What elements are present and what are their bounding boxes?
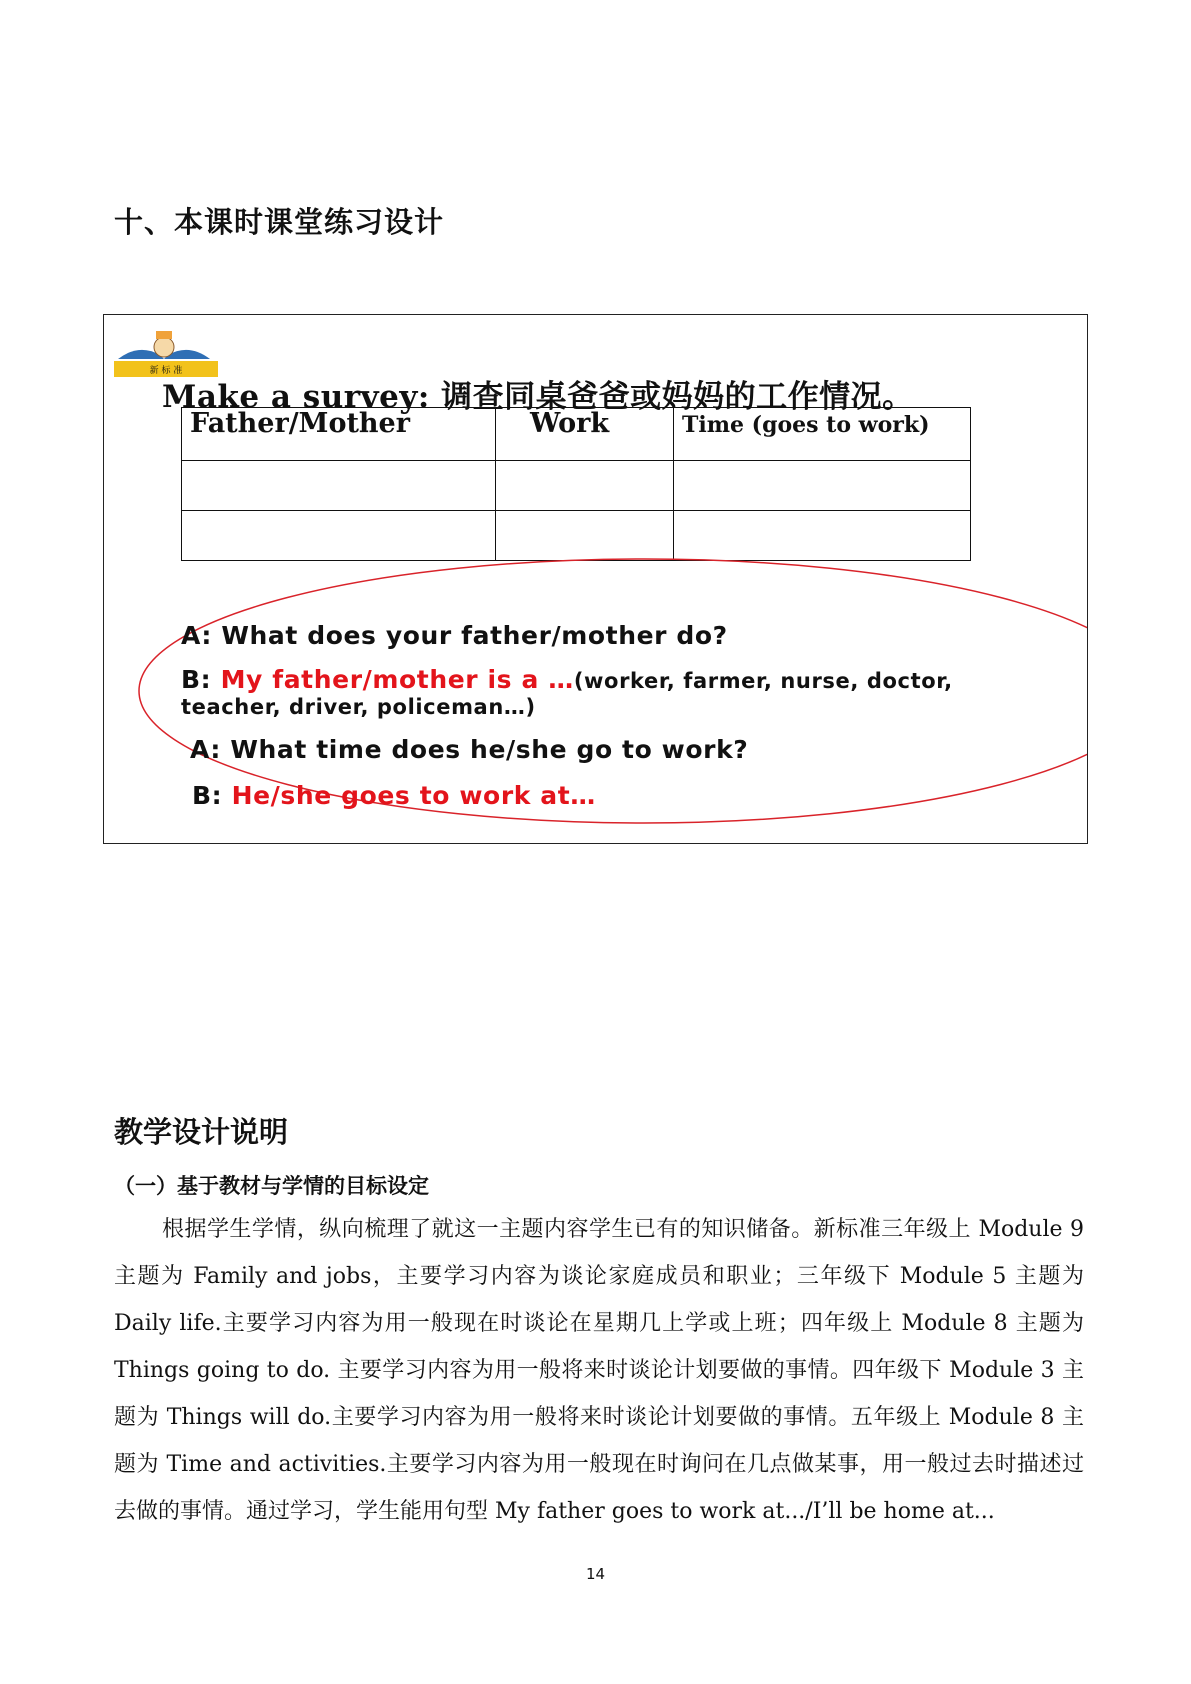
page-number: 14	[585, 1565, 606, 1583]
dialogue-line-continued: teacher, driver, policeman…)	[181, 695, 536, 719]
logo-text: 新 标 准	[149, 366, 183, 376]
dialogue-oval	[104, 315, 1088, 844]
section-subtitle: （一）基于教材与学情的目标设定	[114, 1174, 429, 1198]
dialogue-line: A: What does your father/mother do?	[181, 621, 728, 650]
highlight-text: My father/mother is a …	[220, 665, 574, 694]
section-heading: 十、本课时课堂练习设计	[114, 205, 445, 239]
dialogue-line	[181, 665, 953, 694]
table-header: Time (goes to work)	[674, 408, 971, 461]
dialogue-line	[192, 781, 596, 810]
options-text: (worker, farmer, nurse, doctor,	[573, 669, 953, 693]
speaker-label: B:	[192, 781, 232, 810]
body-paragraph: 根据学生学情，纵向梳理了就这一主题内容学生已有的知识储备。新标准三年级上 Module 9 主题为 Family and jobs，主要学习内容为谈论家庭成员和职业；三年级下 Module 5 主题为 Daily life.主要学习内容为用一般现在时谈论在星期几上学或上班；四年级上 Module 8 主题为 Things going to do. 主要学习内容为用一般将来时谈论计划要做的事情。四年级下 Module 3 主题为 Things will do.主要学习内容为用一般将来时谈论计划要做的事情。五年级上 Module 8 主题为 Time and activities.主要学习内容为用一般现在时询问在几点做某事，用一般过去时描述过去做的事情。通过学习，学生能用句型 My father goes to work at.../I’ll be home at...	[114, 1217, 1084, 1524]
dialogue-line: A: What time does he/she go to work?	[190, 735, 749, 764]
table-header: Work	[496, 408, 674, 461]
survey-title: Make a survey: 调查同桌爸爸或妈妈的工作情况。	[162, 379, 914, 415]
highlight-text: He/she goes to work at…	[231, 781, 596, 810]
survey-slide	[103, 314, 1088, 844]
table-header: Father/Mother	[182, 408, 496, 461]
speaker-label: B:	[181, 665, 221, 694]
section-title: 教学设计说明	[114, 1115, 289, 1149]
